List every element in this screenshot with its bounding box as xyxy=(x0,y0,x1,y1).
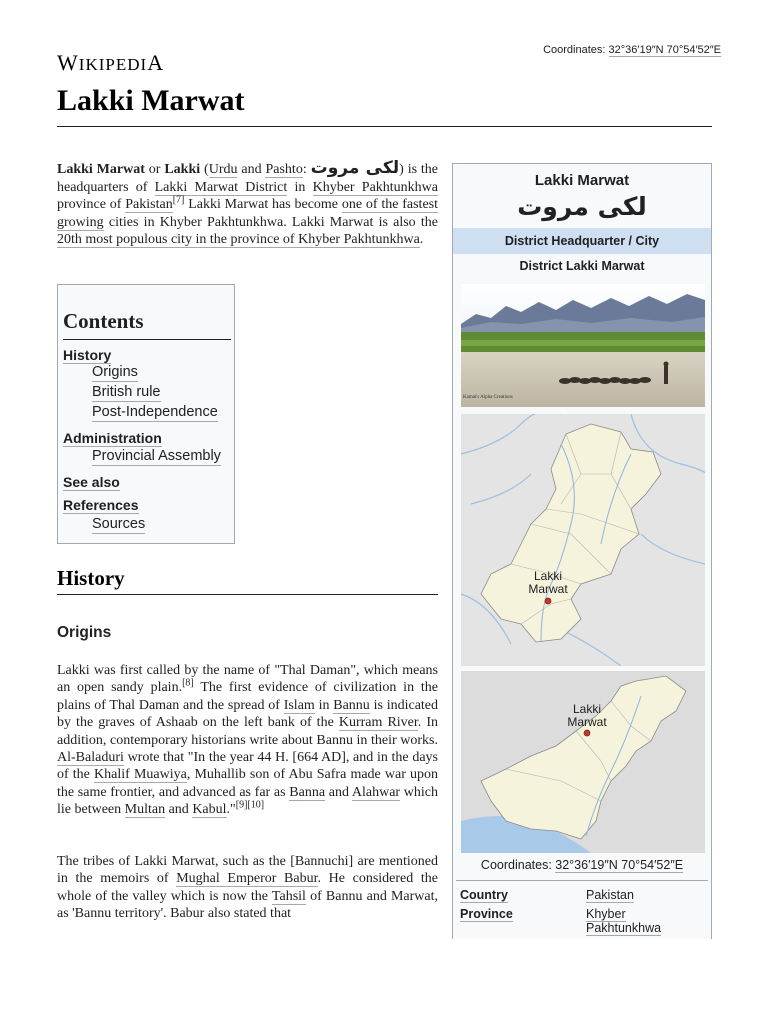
link-lakki-marwat-district[interactable]: Lakki Marwat District xyxy=(154,179,288,195)
photo-credit: Kamal's Alpha Creations xyxy=(463,395,513,400)
paragraph-text: is indicated by the graves of Ashaab on the left bank of the xyxy=(57,697,439,731)
infobox-title: Lakki Marwat xyxy=(534,172,630,189)
link-country-pakistan[interactable]: Pakistan xyxy=(586,888,634,902)
intro-text: province of xyxy=(57,197,122,213)
intro-paragraph: Lakki Marwat or Lakki (Urdu and Pashto: لکی مروت) is the headquarters of Lakki Marwat District in Khyber Pakhtunkhwa province of Pakistan[7] Lakki Marwat has become one of the fastest growing cities in Khyber Pakhtunkhwa. Lakki Marwat is also the 20th most populous city in the province of Khyber Pakhtunkhwa. xyxy=(57,158,439,248)
link-alahwar[interactable]: Alahwar xyxy=(351,784,401,800)
paragraph-text: and xyxy=(328,784,349,800)
map1-label-line1: Lakki xyxy=(533,569,563,583)
infobox-province-label[interactable]: Province xyxy=(460,907,513,921)
paragraph-text: which lie between xyxy=(57,784,439,818)
link-islam[interactable]: Islam xyxy=(283,697,315,713)
link-khalif-muawiya[interactable]: Khalif Muawiya xyxy=(94,767,187,783)
logo-letter: K xyxy=(85,55,99,74)
link-mughal-emperor-babur[interactable]: Mughal Emperor Babur xyxy=(176,871,318,887)
toc-item-see-also[interactable]: See also xyxy=(63,474,120,490)
top-coordinates-label: Coordinates: xyxy=(543,44,606,56)
intro-text: Lakki Marwat has become xyxy=(188,197,339,213)
toc-item-post-independence[interactable]: Post-Independence xyxy=(92,404,218,420)
toc-item-history[interactable]: History xyxy=(63,347,112,363)
paragraph-text: The tribes of Lakki Marwat, such as the [Bannuchi] are mentioned in the memoirs of xyxy=(57,854,438,887)
infobox-province-value xyxy=(586,907,661,935)
paragraph-text: , Muhallib son of Abu Safra made war upon the same frontier, and advanced as far as xyxy=(57,767,439,800)
logo-letter: I xyxy=(140,55,148,74)
ref-9-10[interactable]: [9][10] xyxy=(235,799,265,811)
infobox-country-label[interactable]: Country xyxy=(460,888,508,902)
intro-alt-name: Lakki xyxy=(164,162,201,177)
top-coordinates xyxy=(543,44,721,56)
landscape-photo[interactable] xyxy=(461,284,705,407)
ref-7[interactable]: [7] xyxy=(172,194,185,206)
paragraph-text: of Bannu and Marwat, as 'Bannu territory'. Babur also stated that xyxy=(57,888,439,922)
infobox xyxy=(452,163,712,939)
paragraph-text: and xyxy=(168,802,189,818)
page-title: Lakki Marwat xyxy=(57,84,245,117)
link-urdu[interactable]: Urdu xyxy=(208,162,238,177)
toc-item-british-rule[interactable]: British rule xyxy=(92,384,161,400)
toc-item-sources[interactable]: Sources xyxy=(92,516,146,532)
link-multan[interactable]: Multan xyxy=(124,802,166,818)
toc-item-administration[interactable]: Administration xyxy=(63,430,162,446)
link-kurram-river[interactable]: Kurram River xyxy=(338,715,418,731)
paragraph-text: ." xyxy=(226,802,236,818)
toc-title: Contents xyxy=(63,309,144,333)
link-khyber-pakhtunkhwa[interactable]: Khyber Pakhtunkhwa xyxy=(312,179,438,195)
link-province-line1[interactable]: Khyber xyxy=(586,907,626,921)
infobox-coordinates xyxy=(453,858,711,872)
logo-letter: I xyxy=(98,55,106,74)
intro-text: cities in Khyber Pakhtunkhwa. Lakki Marwat is also the xyxy=(108,214,439,230)
title-divider xyxy=(57,126,712,127)
link-bannu[interactable]: Bannu xyxy=(333,697,370,713)
paragraph-text: wrote that "In the year 44 H. [664 AD], and in the days of the xyxy=(57,750,438,783)
toc-item-references[interactable]: References xyxy=(63,497,139,513)
link-al-baladuri[interactable]: Al-Baladuri xyxy=(57,750,124,766)
toc-item-provincial-assembly[interactable]: Provincial Assembly xyxy=(92,448,221,464)
infobox-district: District Lakki Marwat xyxy=(519,259,645,273)
infobox-country-value xyxy=(586,888,634,902)
location-marker-2 xyxy=(584,730,590,736)
intro-text: in xyxy=(294,179,306,195)
intro-text: is the headquarters of xyxy=(57,162,439,195)
logo-letter: E xyxy=(115,55,128,74)
intro-name: Lakki Marwat xyxy=(57,162,145,177)
link-province-line2[interactable]: Pakhtunkhwa xyxy=(586,921,662,935)
link-fastest-growing[interactable]: one of the fastest growing xyxy=(57,197,438,230)
logo-letter: I xyxy=(78,55,86,74)
location-marker-1 xyxy=(545,598,551,604)
map2-label-line2: Marwat xyxy=(567,715,607,729)
infobox-coordinates-label: Coordinates: xyxy=(480,858,552,872)
infobox-coordinates-link[interactable]: 32°36′19″N 70°54′52″E xyxy=(555,858,684,872)
link-most-populous[interactable]: 20th most populous city in the province of Khyber Pakhtunkhwa xyxy=(57,232,420,248)
intro-text: and xyxy=(241,162,262,177)
ref-8[interactable]: [8] xyxy=(182,677,194,689)
section-heading-history: History xyxy=(57,566,125,590)
map2-label-line1: Lakki xyxy=(572,702,602,716)
intro-native-name: لکی مروت xyxy=(310,158,400,178)
toc-item-origins[interactable]: Origins xyxy=(92,364,138,380)
province-locator-map[interactable] xyxy=(461,414,705,666)
infobox-settlement-type: District Headquarter / City xyxy=(453,228,711,254)
paragraph-text: . He considered the whole of the valley which is now the xyxy=(57,871,438,904)
link-banna[interactable]: Banna xyxy=(289,784,326,800)
logo-letter: A xyxy=(147,50,165,75)
history-divider xyxy=(57,594,438,595)
paragraph-text: The first evidence of civilization in the plains of Thal Daman and the spread of xyxy=(57,680,438,713)
origins-paragraph-2 xyxy=(57,853,438,923)
intro-text: or xyxy=(148,162,161,177)
paragraph-text: Lakki was first called by the name of "Thal Daman", which means an open sandy plain. xyxy=(57,663,438,696)
infobox-native-name: لکی مروت xyxy=(517,192,647,221)
table-of-contents xyxy=(57,284,235,544)
toc-divider xyxy=(63,339,231,340)
link-pakistan[interactable]: Pakistan xyxy=(125,197,173,213)
paragraph-text: . In addition, contemporary historians write about Bannu in their works. xyxy=(57,715,439,748)
section-heading-origins: Origins xyxy=(57,624,112,641)
infobox-separator xyxy=(456,880,708,881)
map1-label-line2: Marwat xyxy=(528,582,568,596)
country-locator-map[interactable] xyxy=(461,671,705,853)
logo-letter: W xyxy=(57,50,79,75)
logo-letter: P xyxy=(105,55,116,74)
link-tahsil[interactable]: Tahsil xyxy=(271,888,306,904)
link-kabul[interactable]: Kabul xyxy=(192,802,227,818)
top-coordinates-link[interactable]: 32°36′19″N 70°54′52″E xyxy=(608,44,721,56)
wikipedia-logo[interactable] xyxy=(57,50,164,76)
logo-letter: D xyxy=(127,55,141,74)
origins-paragraph-1 xyxy=(57,662,438,819)
paragraph-text: in xyxy=(318,697,330,713)
link-pashto[interactable]: Pashto xyxy=(265,162,303,177)
